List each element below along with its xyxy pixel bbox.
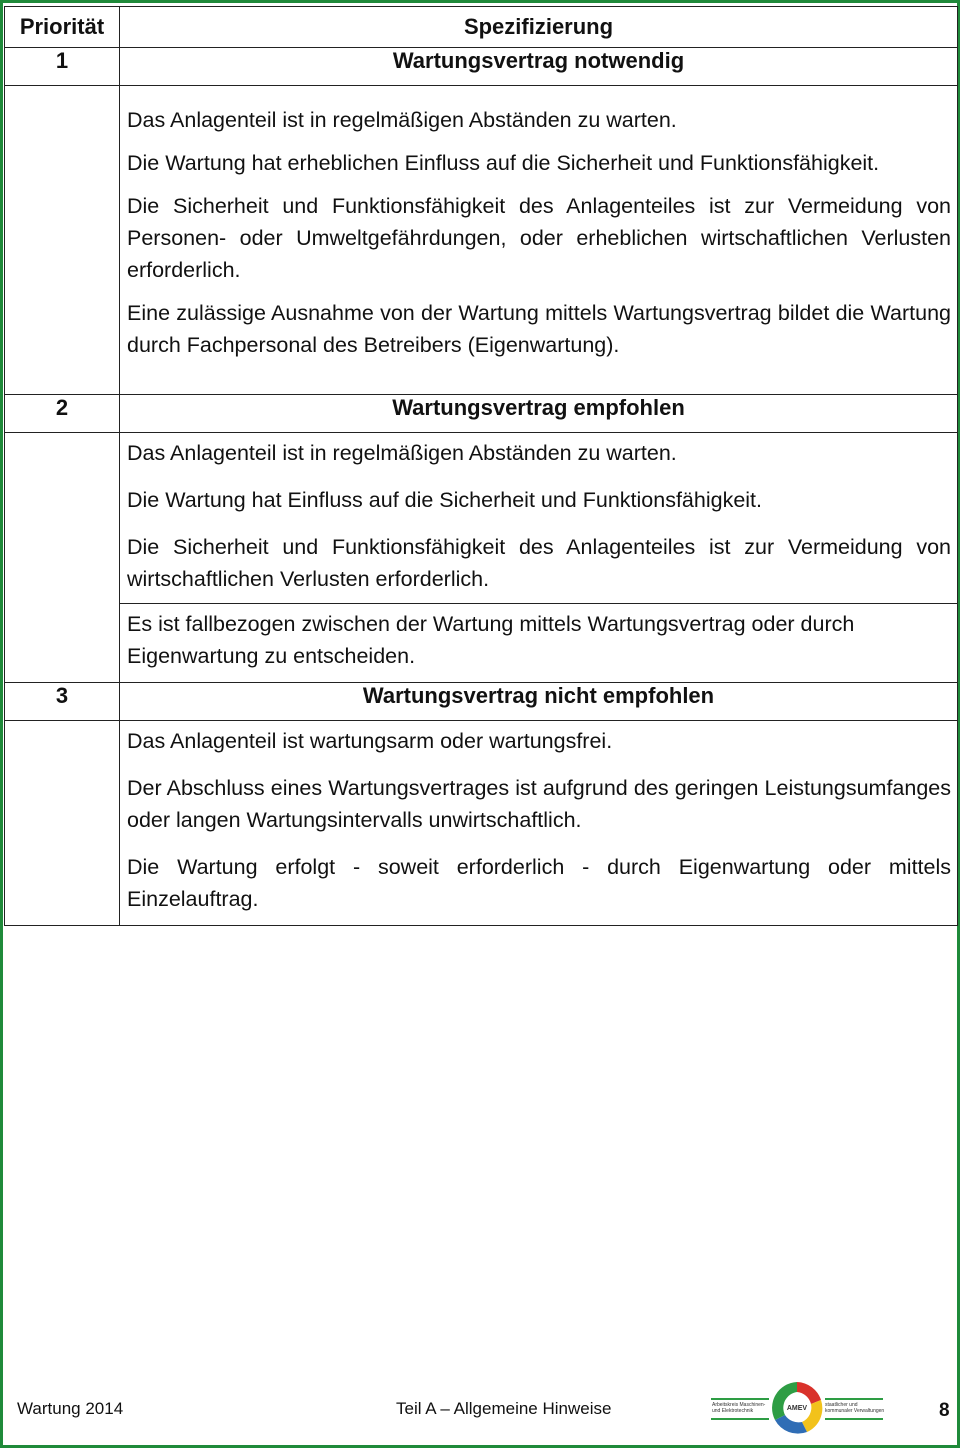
paragraph: Die Wartung hat Einfluss auf die Sicherheit und Funktionsfähigkeit. bbox=[127, 488, 762, 512]
priority-number: 1 bbox=[5, 48, 120, 86]
paragraph: Die Sicherheit und Funktionsfähigkeit des Anlagenteiles ist zur Vermeidung von wirtschaftlichen Verlusten erforderlich. bbox=[127, 535, 951, 591]
priority-row-3 bbox=[5, 683, 958, 721]
specification-note bbox=[120, 604, 958, 683]
priority-note-row-2 bbox=[5, 604, 958, 683]
logo-right-text: staatlicher und kommunaler Verwaltungen bbox=[825, 1402, 885, 1414]
priority-body-row-1 bbox=[5, 86, 958, 395]
priority-row-2 bbox=[5, 395, 958, 433]
empty-cell bbox=[5, 721, 120, 926]
paragraph: Die Sicherheit und Funktionsfähigkeit des Anlagenteiles ist zur Vermeidung von Personen- oder Umweltgefährdungen, oder erheblichen wirtschaftlichen Verlusten erforderlich. bbox=[127, 194, 951, 282]
empty-cell bbox=[5, 86, 120, 395]
table-header-row bbox=[5, 7, 958, 48]
priority-row-1 bbox=[5, 48, 958, 86]
priority-number: 3 bbox=[5, 683, 120, 721]
paragraph: Das Anlagenteil ist in regelmäßigen Abständen zu warten. bbox=[127, 108, 677, 132]
logo-emblem-icon bbox=[767, 1378, 827, 1438]
paragraph: Das Anlagenteil ist wartungsarm oder wartungsfrei. bbox=[127, 729, 613, 753]
empty-cell bbox=[5, 433, 120, 683]
paragraph: Das Anlagenteil ist in regelmäßigen Abständen zu warten. bbox=[127, 441, 677, 465]
priority-table bbox=[4, 6, 958, 926]
paragraph: Eine zulässige Ausnahme von der Wartung mittels Wartungsvertrag bildet die Wartung durch Fachpersonal des Betreibers (Eigenwartung). bbox=[127, 301, 951, 357]
logo-left-text: Arbeitskreis Maschinen- und Elektrotechnik bbox=[712, 1402, 766, 1414]
priority-title: Wartungsvertrag empfohlen bbox=[120, 395, 958, 433]
priority-number: 2 bbox=[5, 395, 120, 433]
paragraph: Der Abschluss eines Wartungsvertrages ist aufgrund des geringen Leistungsumfanges oder langen Wartungsintervalls unwirtschaftlich. bbox=[127, 776, 951, 832]
paragraph: Die Wartung hat erheblichen Einfluss auf die Sicherheit und Funktionsfähigkeit. bbox=[127, 151, 880, 175]
specification-text bbox=[120, 721, 958, 926]
priority-body-row-3 bbox=[5, 721, 958, 926]
logo-acronym: AMEV bbox=[786, 1405, 808, 1412]
paragraph: Die Wartung erfolgt - soweit erforderlich - durch Eigenwartung oder mittels Einzelauftrag. bbox=[127, 855, 951, 911]
priority-title: Wartungsvertrag nicht empfohlen bbox=[120, 683, 958, 721]
page-footer bbox=[3, 1396, 957, 1426]
specification-text bbox=[120, 433, 958, 604]
paragraph: Es ist fallbezogen zwischen der Wartung mittels Wartungsvertrag oder durch Eigenwartung zu entscheiden. bbox=[127, 612, 855, 668]
footer-document-title: Wartung 2014 bbox=[17, 1399, 124, 1418]
header-specification: Spezifizierung bbox=[120, 7, 958, 48]
priority-body-row-2 bbox=[5, 433, 958, 604]
page-number: 8 bbox=[939, 1400, 950, 1421]
footer-section-title: Teil A – Allgemeine Hinweise bbox=[396, 1399, 612, 1418]
amev-logo bbox=[709, 1378, 885, 1438]
specification-text bbox=[120, 86, 958, 395]
priority-title: Wartungsvertrag notwendig bbox=[120, 48, 958, 86]
header-priority: Priorität bbox=[5, 7, 120, 48]
